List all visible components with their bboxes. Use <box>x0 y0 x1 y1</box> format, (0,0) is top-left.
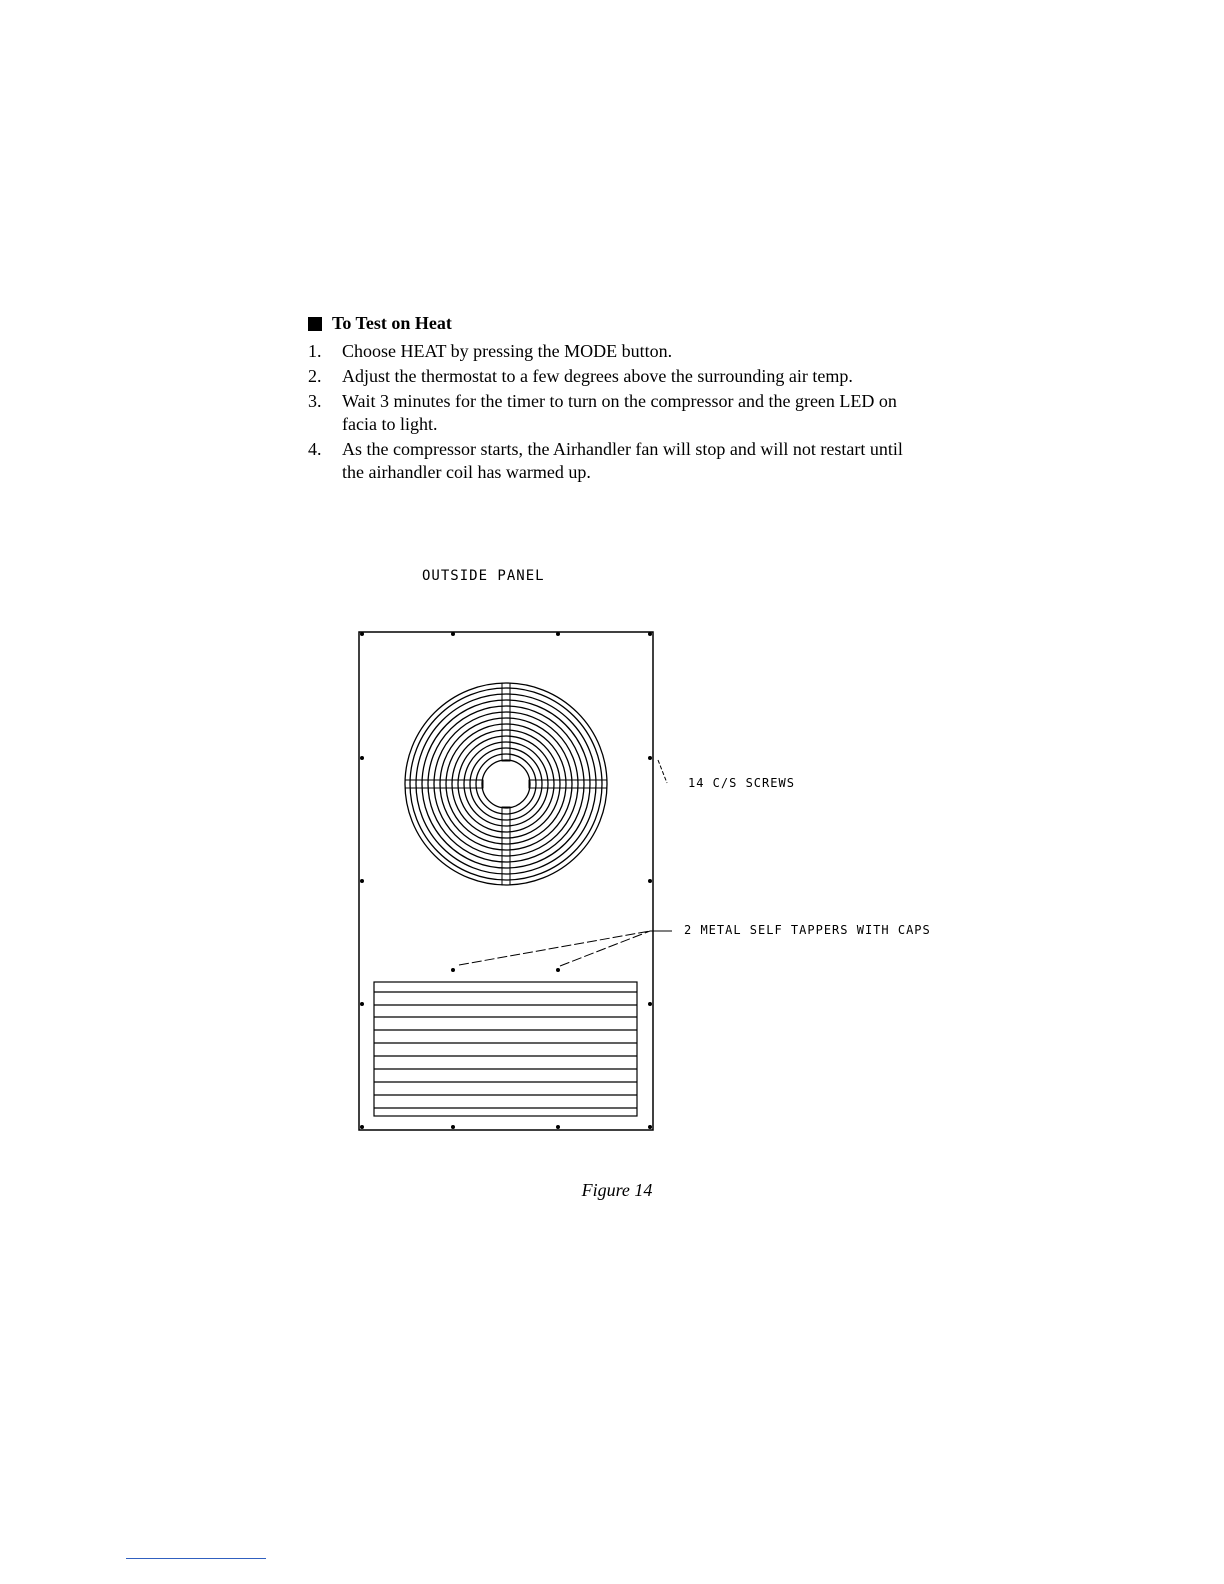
footnote-divider <box>126 1558 266 1559</box>
callout-screws: 14 C/S SCREWS <box>688 776 795 790</box>
screw-hole <box>451 1125 455 1129</box>
tapper-screw <box>556 968 560 972</box>
step-number: 4. <box>308 439 322 459</box>
fan-guard <box>405 683 607 885</box>
screw-hole <box>648 1002 652 1006</box>
section-heading-text: To Test on Heat <box>332 313 452 333</box>
step-text: Choose HEAT by pressing the MODE button. <box>342 341 673 361</box>
louvre-grille <box>374 982 637 1116</box>
panel-outline <box>359 632 653 1130</box>
figure-caption: Figure 14 <box>581 1180 653 1200</box>
screw-hole <box>648 756 652 760</box>
screw-hole <box>360 1002 364 1006</box>
step-text: Wait 3 minutes for the timer to turn on the compressor and the green LED on facia to light. <box>342 391 897 434</box>
screw-hole <box>556 1125 560 1129</box>
screw-hole <box>556 632 560 636</box>
screw-hole <box>360 632 364 636</box>
step-number: 2. <box>308 366 322 386</box>
screw-hole <box>360 756 364 760</box>
step-number: 1. <box>308 341 322 361</box>
screw-hole <box>360 879 364 883</box>
screw-hole <box>451 632 455 636</box>
step-text: Adjust the thermostat to a few degrees above the surrounding air temp. <box>342 366 853 386</box>
step-text: As the compressor starts, the Airhandler fan will stop and will not restart until the airhandler coil has warmed up. <box>342 439 903 482</box>
tapper-screw <box>451 968 455 972</box>
callout-tappers: 2 METAL SELF TAPPERS WITH CAPS <box>684 923 931 937</box>
screw-hole <box>648 879 652 883</box>
step-number: 3. <box>308 391 322 411</box>
figure-title: OUTSIDE PANEL <box>422 568 545 584</box>
screw-hole <box>648 632 652 636</box>
screw-hole <box>648 1125 652 1129</box>
screw-hole <box>360 1125 364 1129</box>
